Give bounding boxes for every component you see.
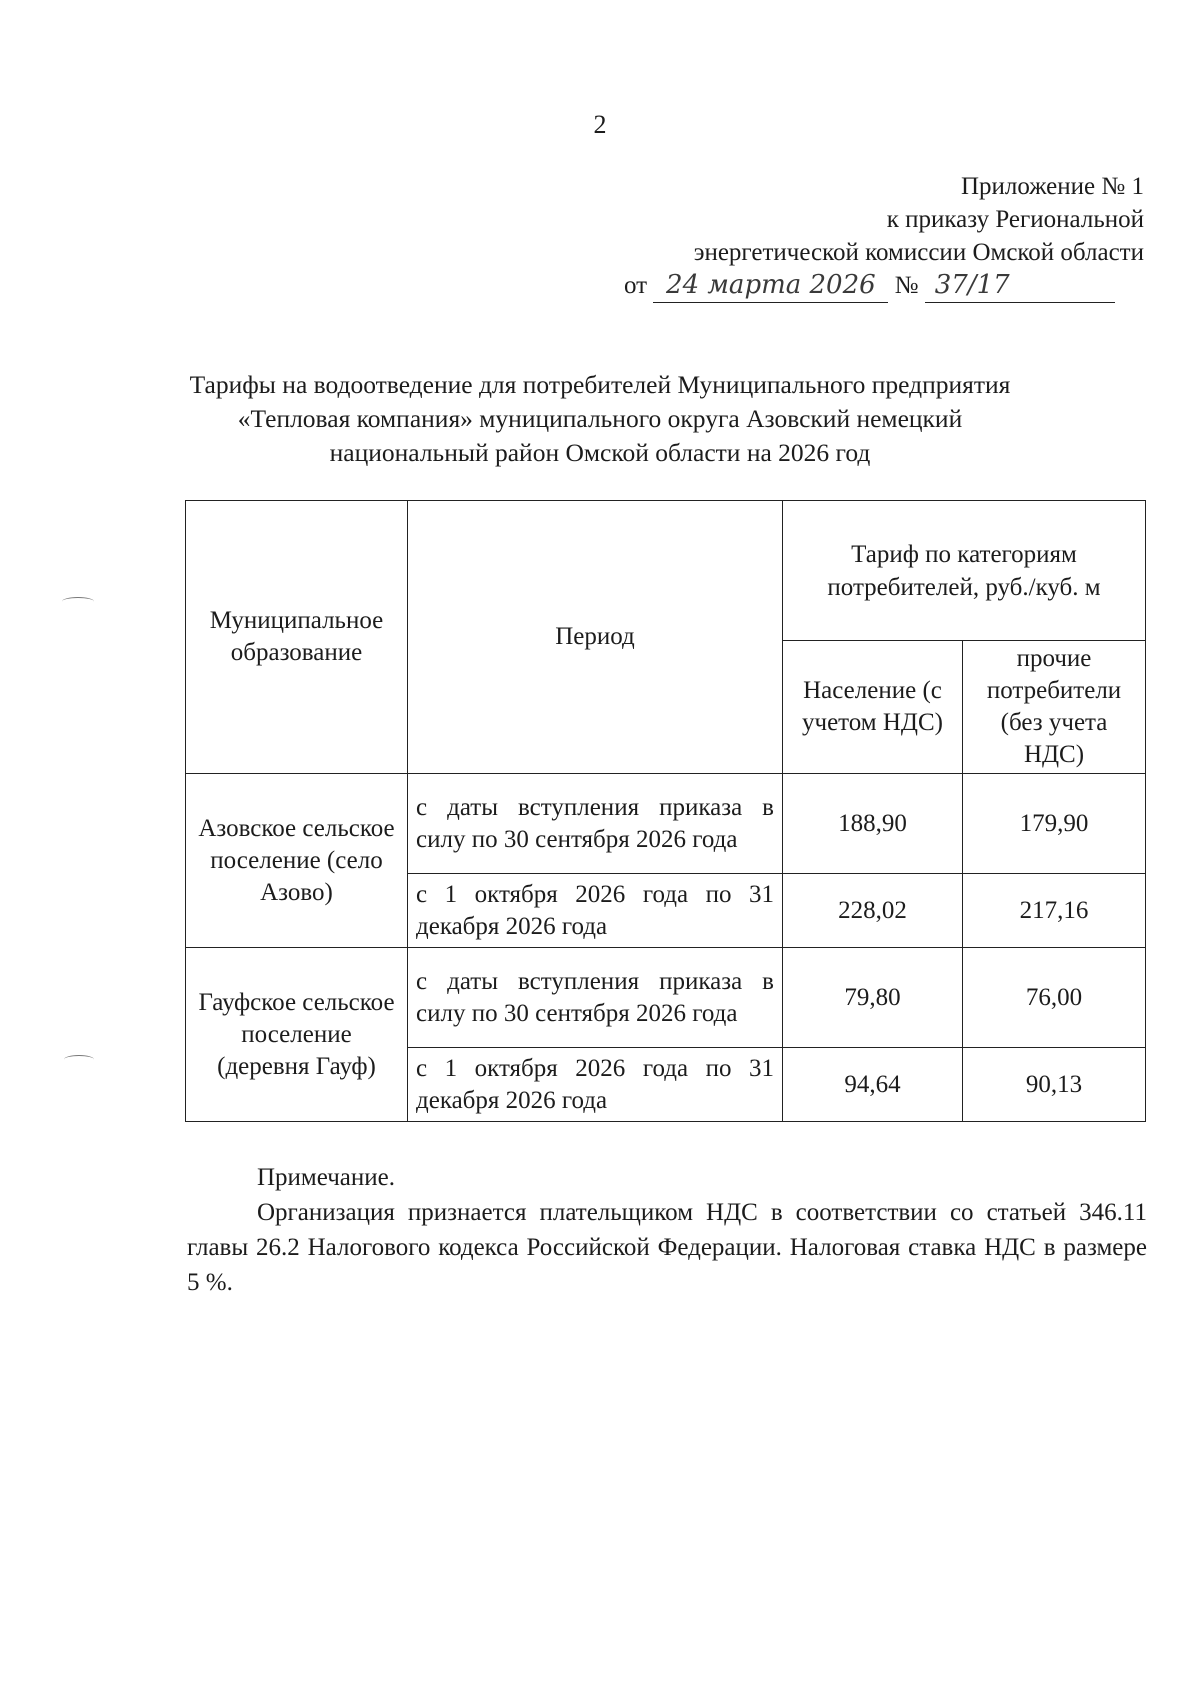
population-tariff-cell: 188,90 [783,774,963,874]
population-tariff-cell: 228,02 [783,874,963,948]
population-tariff-cell: 79,80 [783,948,963,1048]
other-tariff-cell: 217,16 [963,874,1146,948]
date-field [653,269,888,303]
municipality-cell: Гауфское сельское поселение (деревня Гауф) [186,948,408,1122]
period-cell: с 1 октября 2026 года по 31 декабря 2026 года [408,1048,783,1122]
population-tariff-cell: 94,64 [783,1048,963,1122]
handwritten-number: 37/17 [934,270,1010,300]
header-population: Население (с учетом НДС) [783,641,963,774]
tariffs-table [185,500,1146,1122]
other-tariff-cell: 76,00 [963,948,1146,1048]
header-period: Период [408,501,783,774]
period-cell: с даты вступления приказа в силу по 30 сентября 2026 года [408,774,783,874]
handwritten-date: 24 марта 2026 [666,270,876,300]
other-tariff-cell: 90,13 [963,1048,1146,1122]
note-heading: Примечание. [257,1164,396,1191]
number-prefix: № [894,272,919,299]
scan-artifact [62,597,94,606]
scan-artifact [64,1055,94,1064]
appendix-line-1: Приложение № 1 [960,173,1144,200]
header-other: прочие потребители (без учета НДС) [963,641,1146,774]
document-title [150,368,1050,470]
other-tariff-cell: 179,90 [963,774,1146,874]
period-cell: с 1 октября 2026 года по 31 декабря 2026 года [408,874,783,948]
municipality-cell: Азовское сельское поселение (село Азово) [186,774,408,948]
page-number: 2 [593,110,607,139]
appendix-line-3: энергетической комиссии Омской области [693,239,1144,266]
title-line-2: «Тепловая компания» муниципального округа Азовский немецкий [237,404,963,433]
date-prefix: от [624,272,648,299]
number-field [925,269,1115,303]
appendix-header [624,170,1144,303]
appendix-line-2: к приказу Региональной [886,206,1144,233]
period-cell: с даты вступления приказа в силу по 30 сентября 2026 года [408,948,783,1048]
title-line-1: Тарифы на водоотведение для потребителей Муниципального предприятия [189,370,1011,399]
header-tariff-group: Тариф по категориям потребителей, руб./куб. м [783,501,1146,641]
table-row [186,774,1146,874]
header-municipality: Муниципальное образование [186,501,408,774]
title-line-3: национальный район Омской области на 2026 год [329,438,871,467]
note-section [187,1160,1147,1300]
table-row [186,948,1146,1048]
note-text: Организация признается плательщиком НДС в соответствии со статьей 346.11 главы 26.2 Налогового кодекса Российской Федерации. Налоговая ставка НДС в размере 5 %. [187,1199,1147,1296]
order-date-number-line [624,269,1144,303]
